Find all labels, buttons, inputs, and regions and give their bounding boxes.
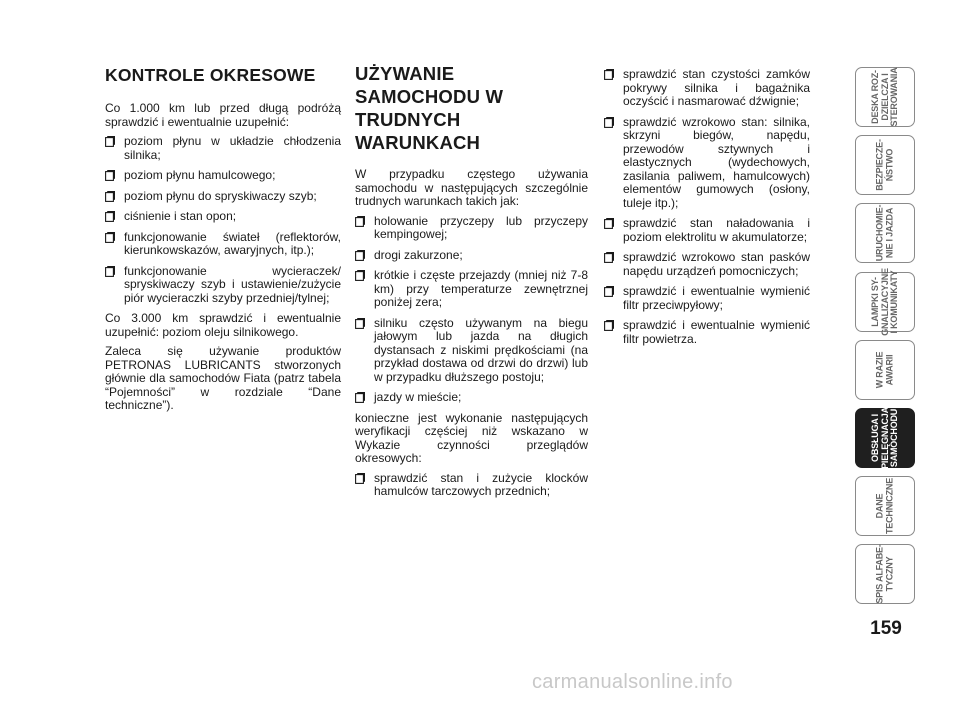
checkbox-icon (105, 211, 115, 222)
title-line: SAMOCHODU W (355, 86, 504, 107)
chapter-tab[interactable] (855, 267, 915, 336)
list-item-text: sprawdzić stan czystości zamków pokrywy silnika i bagażnika oczyścić i nasmarować dźwignie; (623, 67, 810, 108)
list-item-text: holowanie przyczepy lub przyczepy kempingowej; (374, 213, 588, 241)
list-item-text: krótkie i częste przejazdy (mniej niż 7-8 km) przy temperaturze zewnętrznej poniżej zera; (374, 268, 588, 309)
list-item (105, 210, 341, 224)
list-item (105, 190, 341, 204)
checkbox-icon (355, 250, 365, 261)
list-item (604, 251, 810, 278)
chapter-tab-label: DESKA ROZ- DZIELCZA I STEROWANIA (869, 67, 899, 127)
checkbox-icon (355, 392, 365, 403)
checkbox-icon (105, 170, 115, 181)
chapter-tab[interactable] (855, 135, 915, 195)
list-item-text: funkcjonowanie świateł (reflektorów, kierunkowskazów, awaryjnych, itp.); (124, 229, 341, 257)
list-item (355, 215, 588, 242)
checkbox-icon (105, 191, 115, 202)
checkbox-icon (105, 136, 115, 147)
title-line: WARUNKACH (355, 132, 481, 153)
list-item (105, 265, 341, 306)
chapter-tab[interactable] (855, 67, 915, 127)
list-item (604, 285, 810, 312)
intro-paragraph: Co 1.000 km lub przed długą podróżą sprawdzić i ewentualnie uzupełnić: (105, 101, 341, 129)
chapter-tab[interactable] (855, 203, 915, 263)
checkbox-icon (604, 286, 614, 297)
checkbox-icon (604, 320, 614, 331)
list-item (355, 391, 588, 405)
checkbox-icon (355, 270, 365, 281)
watermark: carmanualsonline.info (532, 671, 733, 693)
checkbox-icon (105, 266, 115, 277)
list-item-text: sprawdzić wzrokowo stan: silnika, skrzyni biegów, napędu, przewodów sztywnych i elastycznych (wydechowych, zasilania paliwem, hamulcowych) elementów gumowych (osłony, tuleje itp.); (623, 114, 810, 210)
check-list (604, 68, 810, 346)
paragraph: Zaleca się używanie produktów PETRONAS LUBRICANTS stworzonych głównie dla samochodów Fiata (patrz tabela “Pojemności” w rozdziale “Dane techniczne”). (105, 344, 341, 412)
section-title: KONTROLE OKRESOWE (105, 65, 316, 85)
list-item (604, 217, 810, 244)
list-item-text: sprawdzić i ewentualnie wymienić filtr przeciwpyłowy; (623, 284, 810, 312)
check-list (105, 135, 341, 305)
list-item-text: poziom płynu do spryskiwaczy szyb; (124, 188, 317, 203)
conditions-list (355, 215, 588, 405)
list-item-text: jazdy w mieście; (374, 390, 462, 404)
list-item (105, 169, 341, 183)
check-list (355, 472, 588, 499)
intro-paragraph: W przypadku częstego używania samochodu w następujących szczególnie trudnych warunkach takich jak: (355, 167, 588, 208)
chapter-tab[interactable] (855, 408, 915, 468)
checkbox-icon (604, 218, 614, 229)
list-item (105, 135, 341, 162)
list-item (355, 269, 588, 310)
chapter-tab-label: SPIS ALFABE- TYCZNY (874, 544, 894, 605)
section-title (355, 62, 588, 154)
chapter-tab[interactable] (855, 544, 915, 604)
checkbox-icon (604, 252, 614, 263)
list-item-text: sprawdzić stan naładowania i poziom elektrolitu w akumulatorze; (623, 216, 810, 244)
checkbox-icon (604, 69, 614, 80)
chapter-tab-label: OBSŁUGA I PIELĘGNACJA SAMOCHODU (869, 407, 899, 469)
title-line: TRUDNYCH (355, 109, 461, 130)
column-periodic-checks (105, 62, 341, 419)
page-number: 159 (870, 618, 902, 639)
list-item-text: ciśnienie i stan opon; (124, 209, 237, 223)
title-line: UŻYWANIE (355, 63, 455, 84)
list-item-text: poziom płynu hamulcowego; (124, 168, 276, 182)
chapter-tab-label: URUCHOMIE- NIE I JAZDA (874, 205, 894, 262)
list-item-text: sprawdzić wzrokowo stan pasków napędu urządzeń pomocniczych; (623, 250, 810, 278)
column-checks-continued (604, 68, 810, 353)
checkbox-icon (604, 117, 614, 128)
chapter-tab-label: W RAZIE AWARII (874, 351, 894, 389)
list-item (604, 319, 810, 346)
list-item (355, 472, 588, 499)
column-hard-conditions (355, 62, 588, 506)
list-item (355, 317, 588, 385)
list-item (355, 249, 588, 263)
chapter-tab-label: BEZPIECZE- ŃSTWO (874, 139, 894, 191)
list-item-text: funkcjonowanie wycieraczek/ spryskiwaczy szyb i ustawienie/zużycie piór wycieraczki szyby przedniej/tylnej; (124, 263, 341, 305)
list-item (604, 116, 810, 211)
list-item-text: drogi zakurzone; (374, 247, 463, 262)
chapter-tab[interactable] (855, 476, 915, 536)
list-item-text: silniku często używanym na biegu jałowym lub jazda na długich dystansach z niskimi prędkościami (na przykład dostawa od drzwi do drzwi) lub w przypadku dłuższego postoju; (374, 315, 588, 384)
checkbox-icon (355, 216, 365, 227)
list-item-text: poziom płynu w układzie chłodzenia silnika; (124, 134, 341, 162)
list-item (604, 68, 810, 109)
chapter-tab-label: LAMPKI SY- GNALIZACYJNE I KOMUNIKATY (869, 267, 899, 336)
list-item-text: sprawdzić i ewentualnie wymienić filtr powietrza. (623, 318, 810, 346)
list-item-text: sprawdzić stan i zużycie klocków hamulców tarczowych przednich; (374, 470, 588, 498)
checkbox-icon (355, 318, 365, 329)
chapter-tab[interactable] (855, 340, 915, 400)
checkbox-icon (105, 232, 115, 243)
paragraph: Co 3.000 km sprawdzić i ewentualnie uzupełnić: poziom oleju silnikowego. (105, 311, 341, 339)
chapter-tab-label: DANE TECHNICZNE (874, 478, 894, 535)
list-item (105, 231, 341, 258)
checkbox-icon (355, 473, 365, 484)
paragraph: konieczne jest wykonanie następujących weryfikacji częściej niż wskazano w Wykazie czynności przeglądów okresowych: (355, 410, 588, 465)
